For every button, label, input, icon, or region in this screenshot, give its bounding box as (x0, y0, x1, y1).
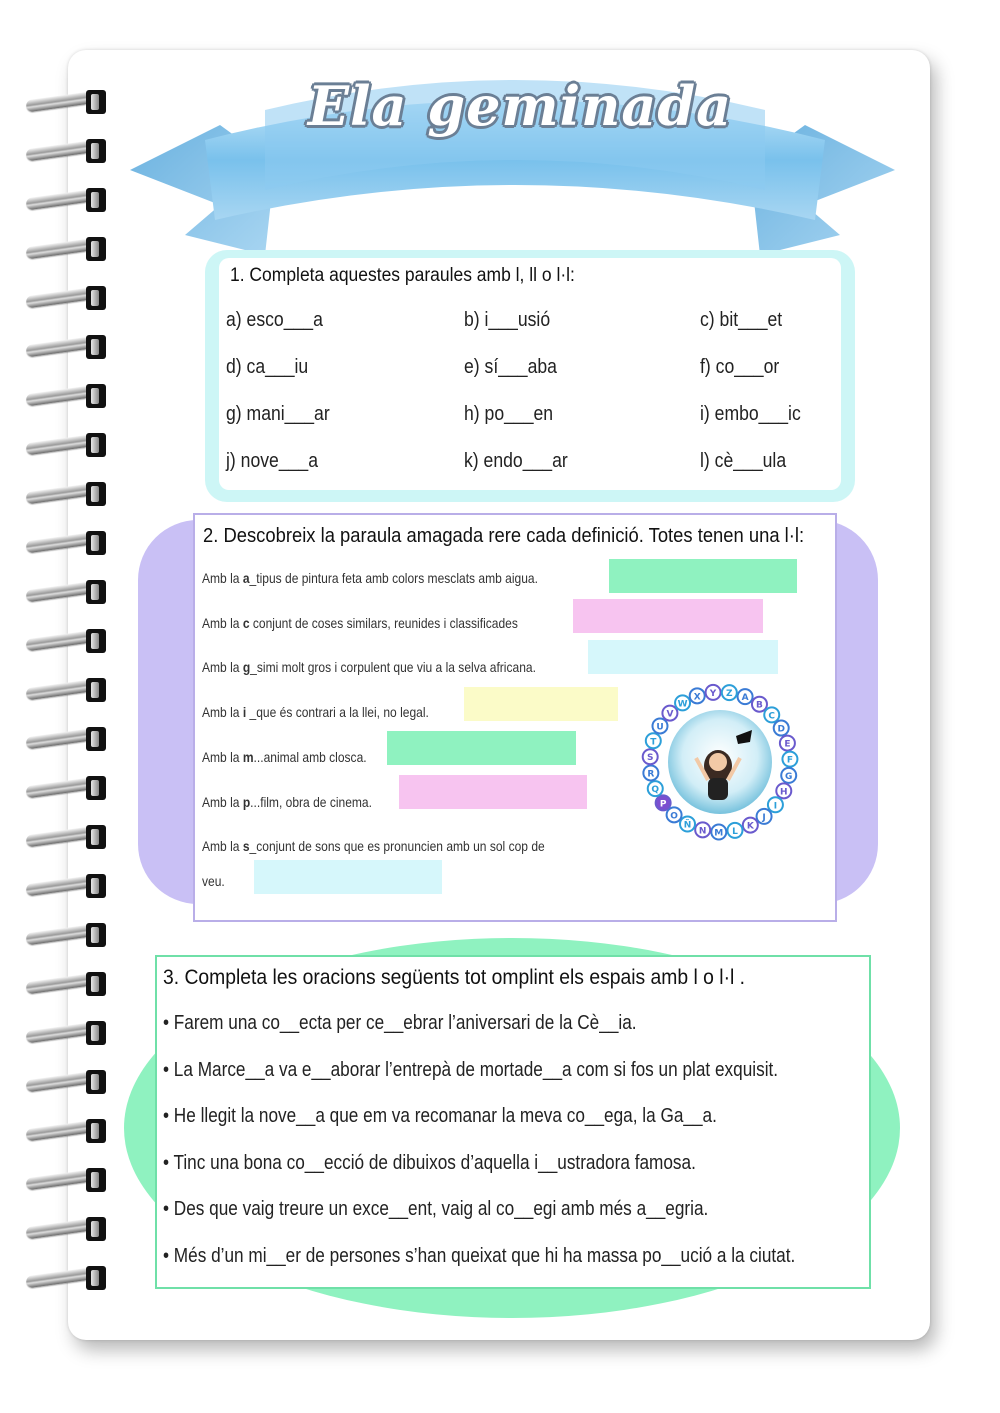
spiral-ring (26, 531, 108, 557)
word-item: j) nove___a (226, 450, 318, 472)
spiral-ring (26, 1070, 108, 1096)
svg-text:I: I (773, 801, 778, 812)
svg-text:O: O (670, 811, 678, 822)
svg-text:Y: Y (709, 688, 717, 699)
wheel-letter (695, 822, 710, 837)
word-item: c) bit___et (700, 309, 783, 331)
svg-text:C: C (768, 711, 776, 722)
svg-text:T: T (650, 737, 657, 748)
svg-text:B: B (756, 700, 763, 711)
definition-letter: i (242, 704, 247, 721)
svg-text:H: H (780, 787, 788, 798)
svg-text:J: J (762, 812, 766, 823)
word-item: l) cè___ula (700, 450, 787, 472)
wheel-letter (711, 824, 726, 839)
spiral-ring (26, 972, 108, 998)
exercise-3-heading: 3. Completa les oracions següents tot omplint els espais amb l o l·l . (163, 966, 746, 989)
wheel-letter (722, 685, 737, 700)
exercise-1-heading: 1. Completa aquestes paraules amb l, ll o l·l: (230, 265, 575, 286)
svg-text:E: E (784, 739, 791, 750)
wheel-letter (648, 781, 663, 796)
svg-text:G: G (785, 771, 793, 782)
definition-prefix: Amb la (202, 659, 243, 676)
wheel-letter (752, 697, 767, 712)
definition-text (202, 794, 372, 810)
sentence-item: • Tinc una bona co__ecció de dibuixos d’aquella i__ustradora famosa. (163, 1151, 696, 1174)
sentence-item: • La Marce__a va e__aborar l’entrepà de mortade__a com si fos un plat exquisit. (163, 1058, 779, 1081)
definition-continuation: veu. (202, 873, 225, 889)
answer-input-box[interactable] (464, 687, 618, 721)
svg-text:W: W (677, 699, 688, 710)
wheel-letter (780, 736, 795, 751)
definition-prefix: Amb la (202, 838, 243, 855)
wheel-letter (652, 718, 667, 733)
answer-input-box[interactable] (399, 775, 587, 809)
definition-text (202, 838, 545, 854)
spiral-ring (26, 629, 108, 655)
word-item: k) endo___ar (464, 450, 568, 472)
answer-input-box[interactable] (573, 599, 763, 633)
wheel-letter (768, 797, 783, 812)
definition-letter: c (242, 614, 250, 631)
wheel-letter (782, 752, 797, 767)
wheel-letter (738, 689, 753, 704)
definition-letter: g (242, 659, 251, 676)
svg-text:S: S (646, 753, 654, 764)
spiral-ring (26, 678, 108, 704)
word-item: d) ca___iu (226, 356, 309, 378)
page-title: Ela geminada (307, 74, 733, 138)
wheel-letter (675, 695, 690, 710)
svg-text:K: K (746, 821, 754, 832)
definition-clue: _que és contrari a la llei, no legal. (246, 704, 429, 721)
wheel-letter (757, 809, 772, 824)
word-item: g) mani___ar (226, 403, 330, 425)
svg-text:M: M (714, 828, 724, 839)
svg-text:X: X (693, 692, 701, 703)
word-item: h) po___en (464, 403, 554, 425)
wheel-letter (764, 707, 779, 722)
wheel-letter (706, 685, 721, 700)
wheel-letter (743, 818, 758, 833)
word-item: e) sí___aba (464, 356, 557, 378)
definition-letter: m (242, 748, 254, 765)
spiral-ring (26, 335, 108, 361)
definition-letter: s (242, 838, 250, 855)
definition-clue: _simi molt gros i corpulent que viu a la selva africana. (250, 659, 536, 676)
spiral-ring (26, 923, 108, 949)
svg-text:D: D (777, 724, 785, 735)
spiral-ring (26, 1168, 108, 1194)
spiral-ring (26, 188, 108, 214)
spiral-ring (26, 1217, 108, 1243)
spiral-ring (26, 90, 108, 116)
definition-letter: a (242, 570, 250, 586)
sentence-item: • Des que vaig treure un exce__ent, vaig al co__egi amb més a__egria. (163, 1198, 709, 1221)
svg-text:R: R (647, 769, 655, 780)
spiral-ring (26, 1119, 108, 1145)
definition-clue: ...animal amb closca. (253, 748, 367, 765)
spiral-ring (26, 874, 108, 900)
definition-prefix: Amb la (202, 748, 243, 765)
definition-clue: _tipus de pintura feta amb colors mesclats amb aigua. (249, 570, 538, 586)
word-item: f) co___or (700, 356, 780, 378)
wheel-letter (727, 823, 742, 838)
svg-text:V: V (666, 709, 674, 720)
svg-text:U: U (656, 722, 664, 733)
definition-prefix: Amb la (202, 614, 243, 631)
answer-input-box[interactable] (387, 731, 576, 765)
spiral-ring (26, 286, 108, 312)
answer-input-box[interactable] (609, 559, 797, 593)
svg-text:Ñ: Ñ (683, 820, 692, 831)
word-item: a) esco___a (226, 309, 323, 331)
definition-text (202, 704, 429, 720)
spiral-ring (26, 580, 108, 606)
spiral-ring (26, 727, 108, 753)
svg-text:N: N (698, 826, 707, 837)
word-item: i) embo___ic (700, 403, 801, 425)
spiral-ring (26, 384, 108, 410)
spiral-ring (26, 433, 108, 459)
definition-clue: _conjunt de sons que es pronuncien amb un sol cop de (249, 838, 545, 855)
wheel-letter (646, 733, 661, 748)
spiral-ring (26, 482, 108, 508)
alphabet-wheel (638, 680, 803, 845)
sentence-item: • Més d’un mi__er de persones s’han queixat que hi ha massa po__ució a la ciutat. (163, 1245, 796, 1267)
definition-text (202, 615, 518, 631)
definition-prefix: Amb la (202, 570, 243, 586)
svg-text:Q: Q (651, 785, 660, 796)
word-item: b) i___usió (464, 309, 551, 331)
definition-prefix: Amb la (202, 793, 243, 810)
definition-clue: conjunt de coses similars, reunides i classificades (249, 614, 518, 631)
svg-text:F: F (786, 755, 794, 766)
definition-prefix: Amb la (202, 704, 243, 721)
svg-text:A: A (741, 693, 749, 704)
svg-text:Z: Z (726, 689, 733, 700)
wheel-letter (643, 749, 658, 764)
definition-text (202, 749, 367, 765)
sentence-item: • Farem una co__ecta per ce__ebrar l’aniversari de la Cè__ia. (163, 1012, 637, 1034)
wheel-letter (774, 721, 789, 736)
wheel-letter (643, 765, 658, 780)
wheel-letter (781, 768, 796, 783)
definition-letter: p (242, 793, 251, 810)
definition-text (202, 659, 536, 675)
answer-input-box[interactable] (254, 860, 442, 894)
spiral-ring (26, 776, 108, 802)
wheel-letter (662, 706, 677, 721)
exercise-2-heading: 2. Descobreix la paraula amagada rere cada definició. Totes tenen una l·l: (203, 525, 805, 547)
wheel-letter (680, 817, 695, 832)
spiral-ring (26, 825, 108, 851)
wheel-letter (776, 783, 791, 798)
spiral-ring (26, 237, 108, 263)
spiral-ring (26, 139, 108, 165)
wheel-letter (667, 807, 682, 822)
svg-text:P: P (659, 799, 667, 810)
definition-text (202, 570, 538, 586)
svg-text:L: L (732, 826, 738, 837)
wheel-letter (690, 688, 705, 703)
spiral-ring (26, 1021, 108, 1047)
definition-clue: ...film, obra de cinema. (250, 793, 372, 810)
wheel-letter (656, 795, 671, 810)
answer-input-box[interactable] (588, 640, 778, 674)
spiral-ring (26, 1266, 108, 1292)
sentence-item: • He llegit la nove__a que em va recomanar la meva co__ega, la Ga__a. (163, 1105, 717, 1128)
